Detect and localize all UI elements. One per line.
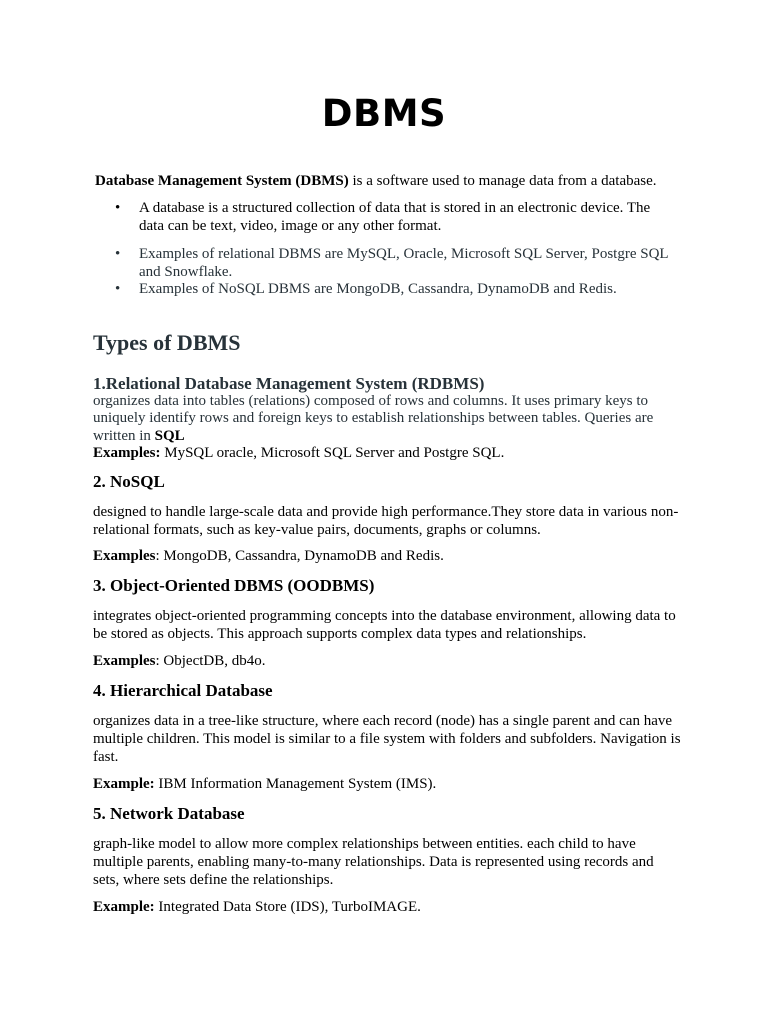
- section-description: organizes data in a tree-like structure, where each record (node) has a single parent and can have multiple children. This model is similar to a file system with folders and subfolders. Navigation is fast.: [93, 713, 681, 765]
- intro-bullet-list: [115, 200, 675, 299]
- section-network-body: [93, 835, 683, 889]
- examples-text: : ObjectDB, db4o.: [155, 653, 266, 669]
- section-oodbms: [93, 577, 683, 595]
- section-hierarchical-examples: [93, 776, 683, 794]
- types-heading: Types of DBMS: [93, 330, 241, 355]
- section-description-text: organizes data into tables (relations) composed of rows and columns. It uses primary keys to uniquely identify rows and foreign keys to establish relationships between tables. Queries are written in: [93, 392, 654, 444]
- section-heading: 5. Network Database: [93, 804, 245, 823]
- examples-text: Integrated Data Store (IDS), TurboIMAGE.: [154, 899, 421, 915]
- examples-text: MySQL oracle, Microsoft SQL Server and Postgre SQL.: [160, 445, 505, 461]
- section-nosql-body: [93, 503, 683, 539]
- section-nosql-examples: [93, 548, 683, 566]
- section-description: designed to handle large-scale data and provide high performance.They store data in various non-relational formats, such as key-value pairs, documents, graphs or columns.: [93, 504, 679, 538]
- page-title: DBMS: [321, 92, 447, 135]
- bullet-item: • Examples of relational DBMS are MySQL, Oracle, Microsoft SQL Server, Postgre SQL and Snowflake.: [115, 246, 675, 281]
- section-description: [93, 393, 683, 446]
- section-description: graph-like model to allow more complex relationships between entities. each child to have multiple parents, enabling many-to-many relationships. Data is represented using records and sets, where sets define the relationships.: [93, 836, 654, 888]
- section-examples: [93, 548, 683, 566]
- section-rdbms: [93, 375, 683, 463]
- examples-label: Examples:: [93, 445, 161, 461]
- section-examples: [93, 445, 683, 463]
- examples-text: IBM Information Management System (IMS).: [154, 776, 437, 792]
- section-hierarchical: [93, 682, 683, 700]
- bullet-item: • Examples of NoSQL DBMS are MongoDB, Cassandra, DynamoDB and Redis.: [115, 281, 675, 299]
- intro-paragraph: [95, 172, 715, 190]
- section-network: [93, 805, 683, 823]
- section-description: integrates object-oriented programming concepts into the database environment, allowing data to be stored as objects. This approach supports complex data types and relationships.: [93, 608, 676, 642]
- examples-label: Example:: [93, 776, 155, 792]
- section-heading: 1.Relational Database Management System (RDBMS): [93, 374, 485, 393]
- section-hierarchical-body: [93, 712, 683, 766]
- section-oodbms-examples: [93, 653, 683, 671]
- section-heading: 2. NoSQL: [93, 472, 165, 491]
- section-nosql: [93, 473, 683, 491]
- section-heading: 4. Hierarchical Database: [93, 681, 273, 700]
- section-examples: [93, 653, 683, 671]
- sql-term: SQL: [154, 427, 185, 444]
- examples-label: Examples: [93, 653, 156, 669]
- section-examples: [93, 899, 683, 917]
- intro-term: Database Management System (DBMS): [95, 173, 349, 189]
- bullet-item: • A database is a structured collection of data that is stored in an electronic device. The data can be text, video, image or any other format.: [115, 200, 675, 235]
- section-oodbms-body: [93, 607, 683, 643]
- section-network-examples: [93, 899, 683, 917]
- examples-label: Examples: [93, 548, 156, 564]
- examples-label: Example:: [93, 899, 155, 915]
- examples-text: : MongoDB, Cassandra, DynamoDB and Redis.: [155, 548, 444, 564]
- section-heading: 3. Object-Oriented DBMS (OODBMS): [93, 576, 375, 595]
- section-examples: [93, 776, 683, 794]
- intro-text: is a software used to manage data from a database.: [348, 173, 657, 189]
